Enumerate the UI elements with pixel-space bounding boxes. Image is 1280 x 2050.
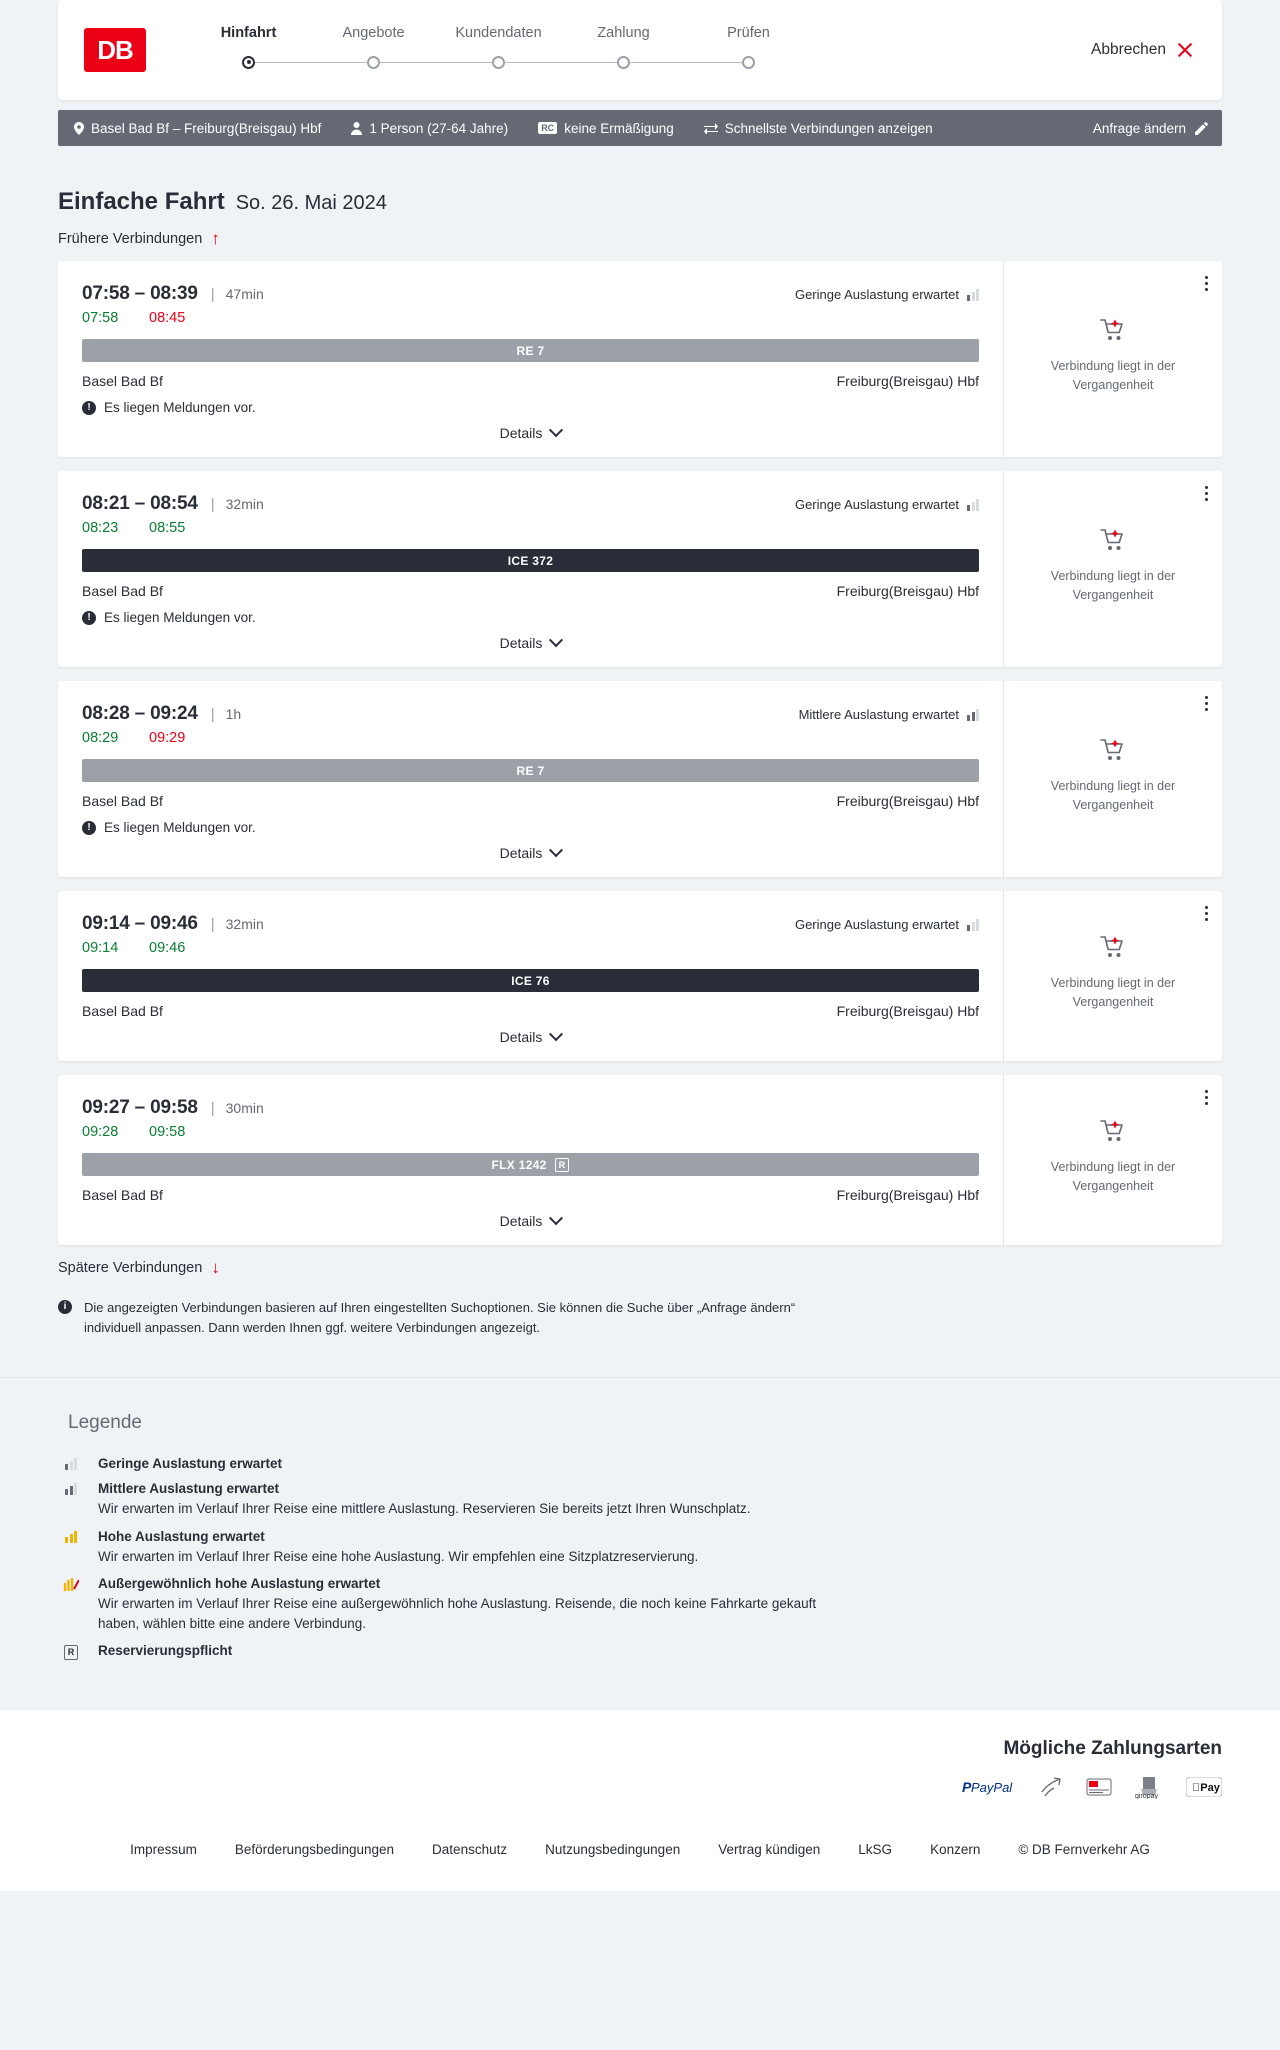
- destination-station: Freiburg(Breisgau) Hbf: [836, 1187, 979, 1203]
- connection-duration: 32min: [225, 496, 264, 512]
- legend-text: [98, 1481, 751, 1519]
- trip-type-label: Einfache Fahrt: [58, 188, 225, 215]
- occupancy-icon: [65, 1458, 77, 1470]
- origin-station: Basel Bad Bf: [82, 793, 163, 809]
- query-discount-label: keine Ermäßigung: [564, 120, 674, 136]
- legend-item-title: Reservierungspflicht: [98, 1643, 233, 1659]
- cancel-button[interactable]: [1091, 41, 1194, 59]
- svg-text:giropay: giropay: [1135, 1793, 1158, 1800]
- time-separator: |: [210, 286, 215, 303]
- realtime-arrival: 09:29: [149, 730, 186, 746]
- cancel-label: Abbrechen: [1091, 41, 1166, 58]
- footer-link[interactable]: Vertrag kündigen: [718, 1842, 821, 1858]
- modify-query-label: Anfrage ändern: [1092, 120, 1186, 136]
- occupancy-icon: [65, 1483, 77, 1495]
- connection-messages[interactable]: [82, 400, 979, 415]
- time-separator: |: [210, 496, 215, 513]
- step-hinfahrt[interactable]: [186, 25, 311, 75]
- time-separator: |: [210, 916, 215, 933]
- occupancy-label: Geringe Auslastung erwartet: [794, 917, 959, 932]
- train-label: ICE 372: [507, 553, 554, 568]
- warning-icon: !: [82, 821, 96, 835]
- connection-duration: 32min: [225, 916, 264, 932]
- occupancy-info: [795, 917, 979, 932]
- destination-station: Freiburg(Breisgau) Hbf: [836, 583, 979, 599]
- connection-details: [58, 681, 1003, 877]
- search-hint-text: Die angezeigten Verbindungen basieren auf Ihren eingestellten Suchoptionen. Sie können die Suche über „Anfrage ändern“ individuell anpassen. Dann werden Ihnen ggf. weitere Verbindungen angezeigt.: [84, 1300, 796, 1335]
- occupancy-label: Mittlere Auslastung erwartet: [798, 707, 959, 722]
- legend-item-title: Außergewöhnlich hohe Auslastung erwartet: [98, 1576, 381, 1592]
- step-line-left: [686, 62, 749, 63]
- pin-icon: [74, 122, 84, 135]
- connection-stations: [82, 583, 979, 599]
- realtime-departure: 09:14: [82, 940, 119, 956]
- legend-title: Legende: [68, 1412, 142, 1433]
- page-title: [58, 188, 1222, 216]
- cart-icon: [1100, 935, 1126, 964]
- step-angebote[interactable]: [311, 25, 436, 75]
- legend-icon: [58, 1576, 84, 1633]
- legend-item: [58, 1576, 1222, 1633]
- svg-text:PayPal: PayPal: [971, 1780, 1013, 1796]
- query-sort: [704, 121, 933, 136]
- destination-station: Freiburg(Breisgau) Hbf: [836, 793, 979, 809]
- more-options-button[interactable]: [1205, 483, 1209, 504]
- app-header: [58, 0, 1222, 100]
- step-label: Prüfen: [727, 25, 770, 41]
- legend-item-desc: Wir erwarten im Verlauf Ihrer Reise eine hohe Auslastung. Wir empfehlen eine Sitzplatzreservierung.: [98, 1548, 699, 1564]
- train-label: RE 7: [516, 343, 545, 358]
- connection-booking-panel: [1003, 1075, 1222, 1245]
- footer-link[interactable]: Nutzungsbedingungen: [545, 1842, 681, 1858]
- footer: [0, 1824, 1280, 1891]
- later-connections-button[interactable]: [58, 1259, 1222, 1276]
- connection-realtime-row: [82, 730, 979, 746]
- train-bar[interactable]: [82, 339, 979, 362]
- header-region: [0, 0, 1280, 100]
- connection-times-row: [82, 283, 979, 305]
- connection-list: [58, 261, 1222, 1245]
- occupancy-icon: [967, 499, 979, 511]
- past-connection-note: Verbindung liegt in der Vergangenheit: [1050, 976, 1176, 1009]
- connection-stations: [82, 793, 979, 809]
- legend-text: [98, 1643, 232, 1660]
- footer-link[interactable]: Konzern: [930, 1842, 981, 1858]
- chevron-down-icon: [549, 1027, 563, 1041]
- destination-station: Freiburg(Breisgau) Hbf: [836, 373, 979, 389]
- legend-item: [58, 1643, 1222, 1660]
- arrow-down-icon: ↓: [211, 1258, 220, 1277]
- checkout-stepper: [186, 25, 811, 75]
- step-prüfen[interactable]: [686, 25, 811, 75]
- earlier-connections-button[interactable]: [58, 230, 1222, 247]
- connection-messages-label: Es liegen Meldungen vor.: [104, 400, 256, 415]
- step-label: Zahlung: [597, 25, 650, 41]
- connection-booking-panel: [1003, 471, 1222, 667]
- origin-station: Basel Bad Bf: [82, 583, 163, 599]
- connection-stations: [82, 1187, 979, 1203]
- step-label: Hinfahrt: [220, 25, 277, 41]
- step-dot: [242, 56, 255, 69]
- cart-icon: [1100, 1119, 1126, 1148]
- connection-times-row: [82, 913, 979, 935]
- step-line-right: [374, 62, 437, 63]
- footer-link[interactable]: Beförderungsbedingungen: [234, 1842, 395, 1858]
- connection-details: [58, 261, 1003, 457]
- modify-query-button[interactable]: [1093, 121, 1208, 136]
- chevron-down-icon: [549, 423, 563, 437]
- details-toggle[interactable]: [82, 425, 979, 441]
- connection-time-range: 08:21 – 08:54: [82, 493, 198, 514]
- applepay-icon: [1186, 1776, 1222, 1798]
- step-dot: [617, 56, 630, 69]
- connection-time-range: 07:58 – 08:39: [82, 283, 198, 304]
- occupancy-info: [799, 707, 979, 722]
- connection-booking-panel: [1003, 681, 1222, 877]
- occupancy-icon: [967, 709, 979, 721]
- realtime-arrival: 09:58: [149, 1124, 186, 1140]
- connection-messages-label: Es liegen Meldungen vor.: [104, 610, 256, 625]
- realtime-departure: 09:28: [82, 1124, 119, 1140]
- more-options-button[interactable]: [1205, 1087, 1209, 1108]
- step-line-left: [311, 62, 374, 63]
- realtime-departure: 07:58: [82, 310, 119, 326]
- details-toggle[interactable]: [82, 1029, 979, 1045]
- query-route-label: Basel Bad Bf – Freiburg(Breisgau) Hbf: [91, 120, 322, 136]
- occupancy-label: Geringe Auslastung erwartet: [794, 497, 959, 512]
- footer-copyright: © DB Fernverkehr AG: [1018, 1842, 1150, 1858]
- occupancy-icon: [65, 1531, 77, 1543]
- occupancy-icon: [967, 919, 979, 931]
- connection-realtime-row: [82, 940, 979, 956]
- connection-duration: 1h: [225, 706, 242, 722]
- payment-title: Mögliche Zahlungsarten: [1003, 1738, 1222, 1760]
- connection-messages[interactable]: [82, 610, 979, 625]
- close-icon[interactable]: [1176, 41, 1194, 59]
- connection-card[interactable]: [58, 681, 1222, 877]
- train-bar[interactable]: [82, 759, 979, 782]
- connection-details: [58, 471, 1003, 667]
- destination-station: Freiburg(Breisgau) Hbf: [836, 1003, 979, 1019]
- realtime-arrival: 08:45: [149, 310, 186, 326]
- footer-link[interactable]: LkSG: [858, 1842, 893, 1858]
- connection-details: [58, 891, 1003, 1061]
- svg-text:P: P: [962, 1779, 972, 1796]
- connection-messages[interactable]: [82, 820, 979, 835]
- person-icon: [351, 122, 362, 135]
- query-route: [74, 121, 321, 136]
- earlier-connections-label: Frühere Verbindungen: [58, 230, 203, 247]
- chevron-down-icon: [549, 843, 563, 857]
- legend-section: [0, 1377, 1280, 1710]
- details-label: Details: [499, 1213, 543, 1229]
- details-label: Details: [499, 425, 543, 441]
- connection-time-range: 08:28 – 09:24: [82, 703, 198, 724]
- connection-card[interactable]: [58, 261, 1222, 457]
- footer-link[interactable]: Datenschutz: [432, 1842, 508, 1858]
- details-toggle[interactable]: [82, 635, 979, 651]
- origin-station: Basel Bad Bf: [82, 1003, 163, 1019]
- legend-item-title: Geringe Auslastung erwartet: [98, 1456, 283, 1471]
- footer-link[interactable]: Impressum: [130, 1842, 197, 1858]
- past-connection-note: Verbindung liegt in der Vergangenheit: [1050, 569, 1176, 602]
- details-label: Details: [499, 635, 543, 651]
- trip-date-label: So. 26. Mai 2024: [235, 192, 387, 214]
- step-zahlung[interactable]: [561, 25, 686, 75]
- query-sort-label: Schnellste Verbindungen anzeigen: [724, 120, 933, 136]
- more-options-button[interactable]: [1205, 693, 1209, 714]
- legend-item-desc: Wir erwarten im Verlauf Ihrer Reise eine außergewöhnlich hohe Auslastung. Reisende, die noch keine Fahrkarte gekauft haben, wählen bitte eine andere Verbindung.: [98, 1596, 817, 1631]
- realtime-departure: 08:29: [82, 730, 119, 746]
- legend-icon: [58, 1643, 84, 1660]
- step-dot: [492, 56, 505, 69]
- legend-item: [58, 1529, 1222, 1567]
- step-line-left: [436, 62, 499, 63]
- occupancy-info: [795, 497, 979, 512]
- past-connection-note: Verbindung liegt in der Vergangenheit: [1050, 779, 1176, 812]
- train-bar[interactable]: [82, 1153, 979, 1176]
- occupancy-icon: [967, 289, 979, 301]
- query-bar: [58, 110, 1222, 146]
- legend-item-title: Hohe Auslastung erwartet: [98, 1528, 265, 1544]
- cart-icon: [1100, 318, 1126, 347]
- legend-item-desc: Wir erwarten im Verlauf Ihrer Reise eine mittlere Auslastung. Reservieren Sie bereits jetzt Ihren Wunschplatz.: [98, 1501, 751, 1516]
- high-occupancy-icon: [63, 1578, 79, 1597]
- connection-time-range: 09:27 – 09:58: [82, 1097, 198, 1118]
- step-dot: [367, 56, 380, 69]
- chevron-down-icon: [549, 633, 563, 647]
- origin-station: Basel Bad Bf: [82, 1187, 163, 1203]
- step-dot: [742, 56, 755, 69]
- legend-item: [58, 1456, 1222, 1471]
- details-toggle[interactable]: [82, 845, 979, 861]
- origin-station: Basel Bad Bf: [82, 373, 163, 389]
- connection-realtime-row: [82, 310, 979, 326]
- connection-realtime-row: [82, 1124, 979, 1140]
- connection-booking-panel: [1003, 261, 1222, 457]
- train-label: ICE 76: [511, 973, 550, 988]
- warning-icon: !: [82, 611, 96, 625]
- giropay-icon: [1134, 1776, 1164, 1798]
- connection-time-range: 09:14 – 09:46: [82, 913, 198, 934]
- details-toggle[interactable]: [82, 1213, 979, 1229]
- sepa-icon: [1086, 1776, 1112, 1798]
- past-connection-note: Verbindung liegt in der Vergangenheit: [1050, 1160, 1176, 1193]
- connection-messages-label: Es liegen Meldungen vor.: [104, 820, 256, 835]
- step-line-right: [499, 62, 562, 63]
- paypal-icon: [962, 1776, 1018, 1798]
- connection-card[interactable]: [58, 471, 1222, 667]
- later-connections-label: Spätere Verbindungen: [58, 1259, 203, 1276]
- query-discount: [538, 121, 674, 136]
- reservation-icon: R: [64, 1645, 79, 1660]
- payment-icons: [962, 1776, 1222, 1798]
- connection-card[interactable]: [58, 1075, 1222, 1245]
- more-options-button[interactable]: [1205, 273, 1209, 294]
- occupancy-label: Geringe Auslastung erwartet: [794, 287, 959, 302]
- connection-times-row: [82, 703, 979, 725]
- legend-item: [58, 1481, 1222, 1519]
- legend-item-title: Mittlere Auslastung erwartet: [98, 1481, 280, 1496]
- warning-icon: !: [82, 401, 96, 415]
- legend-text: [98, 1456, 282, 1471]
- cart-icon: [1100, 738, 1126, 767]
- legend-text: [98, 1576, 858, 1633]
- arrow-up-icon: ↑: [211, 229, 220, 248]
- connection-times-row: [82, 493, 979, 515]
- lastschrift-icon: [1040, 1776, 1064, 1798]
- connection-realtime-row: [82, 520, 979, 536]
- realtime-arrival: 08:55: [149, 520, 186, 536]
- legend-list: [58, 1456, 1222, 1660]
- step-label: Kundendaten: [455, 25, 542, 41]
- db-logo: DB: [84, 28, 146, 72]
- legend-icon: [58, 1529, 84, 1567]
- step-line-right: [624, 62, 687, 63]
- svg-text:Pay: Pay: [1192, 1782, 1212, 1795]
- query-bar-region: [0, 110, 1280, 146]
- train-bar[interactable]: [82, 969, 979, 992]
- legend-icon: [58, 1481, 84, 1519]
- connection-stations: [82, 373, 979, 389]
- occupancy-info: [795, 287, 979, 302]
- more-options-button[interactable]: [1205, 903, 1209, 924]
- step-kundendaten[interactable]: [436, 25, 561, 75]
- cart-icon: [1100, 528, 1126, 557]
- connection-details: [58, 1075, 1003, 1245]
- query-passengers: [351, 121, 508, 136]
- realtime-departure: 08:23: [82, 520, 119, 536]
- realtime-arrival: 09:46: [149, 940, 186, 956]
- train-label: FLX 1242: [491, 1157, 547, 1172]
- legend-text: [98, 1529, 698, 1567]
- legend-icon: [58, 1456, 84, 1471]
- connection-duration: 47min: [225, 286, 264, 302]
- connection-card[interactable]: [58, 891, 1222, 1061]
- step-label: Angebote: [342, 25, 405, 41]
- details-label: Details: [499, 845, 543, 861]
- search-hint: [58, 1298, 1222, 1377]
- time-separator: |: [210, 706, 215, 723]
- time-separator: |: [210, 1100, 215, 1117]
- pencil-icon: [1195, 122, 1208, 135]
- connection-times-row: [82, 1097, 979, 1119]
- connection-booking-panel: [1003, 891, 1222, 1061]
- main-content: [0, 188, 1280, 1377]
- payment-section: [0, 1710, 1280, 1824]
- chevron-down-icon: [549, 1211, 563, 1225]
- step-line-right: [249, 62, 312, 63]
- swap-icon: [704, 123, 718, 134]
- connection-duration: 30min: [225, 1100, 264, 1116]
- reservation-badge: R: [555, 1158, 570, 1172]
- train-bar[interactable]: [82, 549, 979, 572]
- footer-links: [0, 1842, 1280, 1857]
- bahncard-badge: RC: [538, 122, 557, 135]
- train-label: RE 7: [516, 763, 545, 778]
- past-connection-note: Verbindung liegt in der Vergangenheit: [1050, 359, 1176, 392]
- info-icon: i: [58, 1300, 72, 1314]
- query-passengers-label: 1 Person (27-64 Jahre): [369, 120, 509, 136]
- connection-stations: [82, 1003, 979, 1019]
- details-label: Details: [499, 1029, 543, 1045]
- step-line-left: [561, 62, 624, 63]
